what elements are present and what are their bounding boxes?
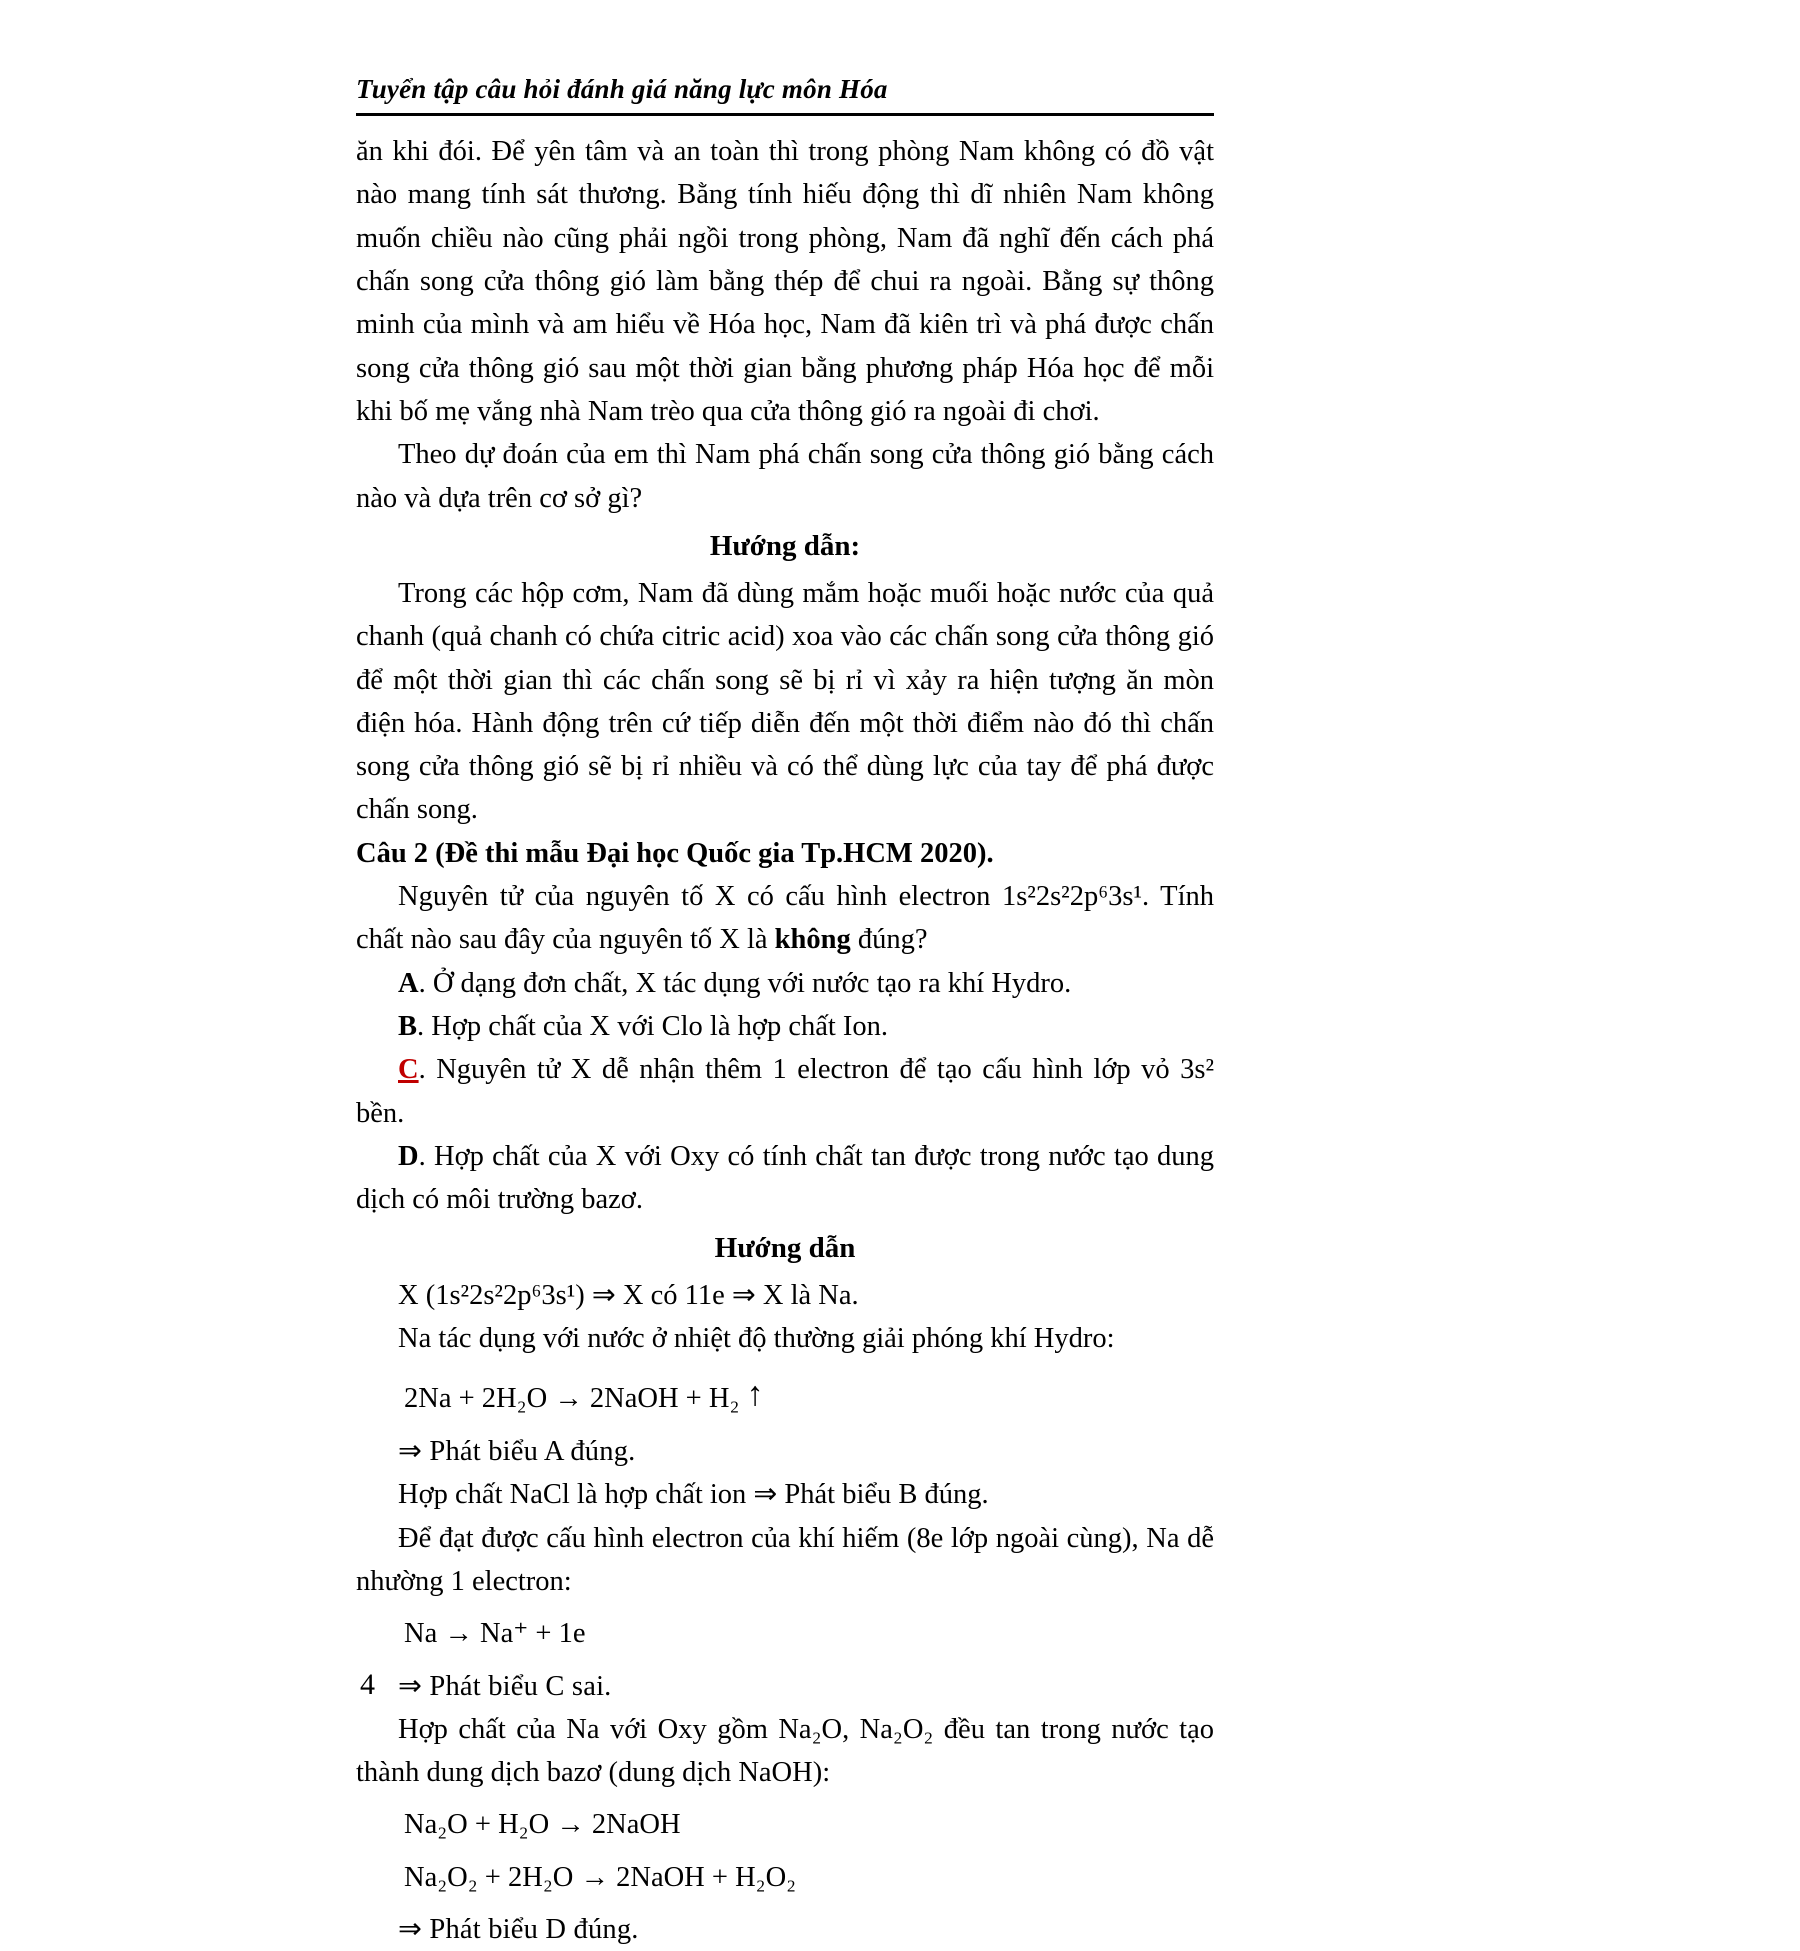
equation-na-ion: Na → Na⁺ + 1e <box>404 1618 586 1650</box>
solution-line-4: Hợp chất NaCl là hợp chất ion ⇒ Phát biểu B đúng. <box>398 1479 989 1511</box>
solution-line-8: ⇒ Phát biểu D đúng. <box>398 1914 639 1946</box>
page-header <box>356 74 1214 116</box>
solution-line-3: ⇒ Phát biểu A đúng. <box>398 1435 636 1467</box>
option-a <box>356 962 1214 1005</box>
question-2-title: Câu 2 (Đề thi mẫu Đại học Quốc gia Tp.HCM 2020). <box>356 837 994 869</box>
question-2-text <box>356 875 1214 962</box>
equation-na-h2o <box>356 1369 1214 1421</box>
option-a-text: . Ở dạng đơn chất, X tác dụng với nước tạo ra khí Hydro. <box>418 967 1072 999</box>
option-d-text: . Hợp chất của X với Oxy có tính chất tan được trong nước tạo dung dịch có môi trường bazơ. <box>356 1140 1214 1216</box>
paragraph-intro: ăn khi đói. Để yên tâm và an toàn thì trong phòng Nam không có đồ vật nào mang tính sát thương. Bằng tính hiếu động thì dĩ nhiên Nam không muốn chiều nào cũng phải ngồi trong phòng, Nam đã nghĩ đến cách phá chấn song cửa thông gió làm bằng thép để chui ra ngoài. Bằng sự thông minh của mình và am hiểu về Hóa học, Nam đã kiên trì và phá được chấn song cửa thông gió sau một thời gian bằng phương pháp Hóa học để mỗi khi bố mẹ vắng nhà Nam trèo qua cửa thông gió ra ngoài đi chơi. <box>356 136 1214 427</box>
option-b-text: . Hợp chất của X với Clo là hợp chất Ion. <box>417 1011 889 1043</box>
equation-na-h2o-text: 2Na + 2H₂O → 2NaOH + H₂ <box>404 1383 747 1415</box>
option-d-letter: D <box>398 1140 419 1172</box>
question-2-emphasis: không <box>774 924 851 956</box>
gas-up-arrow-icon: ↑ <box>746 1376 764 1414</box>
solution-line-5: Để đạt được cấu hình electron của khí hiếm (8e lớp ngoài cùng), Na dễ nhường 1 electron: <box>356 1522 1214 1597</box>
option-c-text: . Nguyên tử X dễ nhận thêm 1 electron để tạo cấu hình lớp vỏ 3s² bền. <box>356 1054 1214 1129</box>
solution-line-7: Hợp chất của Na với Oxy gồm Na₂O, Na₂O₂ đều tan trong nước tạo thành dung dịch bazơ (dung dịch NaOH): <box>356 1713 1214 1789</box>
option-d <box>356 1135 1214 1222</box>
solution-line-1: X (1s²2s²2p⁶3s¹) ⇒ X có 11e ⇒ X là Na. <box>398 1279 859 1311</box>
solution-line-2: Na tác dụng với nước ở nhiệt độ thường giải phóng khí Hydro: <box>398 1322 1115 1354</box>
question-2-text-before: Nguyên tử của nguyên tố X có cấu hình electron 1s²2s²2p⁶3s¹. Tính chất nào sau đây của nguyên tố X là <box>356 881 1214 956</box>
running-header-title: Tuyển tập câu hỏi đánh giá năng lực môn Hóa <box>356 74 888 104</box>
equation-na2o: Na₂O + H₂O → 2NaOH <box>404 1809 681 1841</box>
option-a-letter: A <box>398 967 419 999</box>
solution-line-6: ⇒ Phát biểu C sai. <box>398 1670 612 1702</box>
option-c <box>356 1048 1214 1135</box>
option-c-letter-highlighted: C <box>398 1054 419 1086</box>
paragraph-question-1: Theo dự đoán của em thì Nam phá chấn song cửa thông gió bằng cách nào và dựa trên cơ sở gì? <box>356 439 1214 514</box>
page-number: 4 <box>360 1668 375 1701</box>
section-heading-huong-dan-1: Hướng dẫn: <box>709 529 861 562</box>
page-content <box>356 74 1214 1951</box>
paragraph-solution-1: Trong các hộp cơm, Nam đã dùng mắm hoặc muối hoặc nước của quả chanh (quả chanh có chứa citric acid) xoa vào các chấn song cửa thông gió để một thời gian thì các chấn song sẽ bị rỉ vì xảy ra hiện tượng ăn mòn điện hóa. Hành động trên cứ tiếp diễn đến một thời điểm nào đó thì chấn song cửa thông gió sẽ bị rỉ nhiều và có thể dùng lực của tay để phá được chấn song. <box>356 577 1214 826</box>
question-2-text-after: đúng? <box>850 924 928 956</box>
section-heading-huong-dan-2: Hướng dẫn <box>714 1231 856 1264</box>
equation-na2o2: Na₂O₂ + 2H₂O → 2NaOH + H₂O₂ <box>404 1861 797 1893</box>
option-b <box>356 1005 1214 1048</box>
option-b-letter: B <box>398 1011 418 1043</box>
